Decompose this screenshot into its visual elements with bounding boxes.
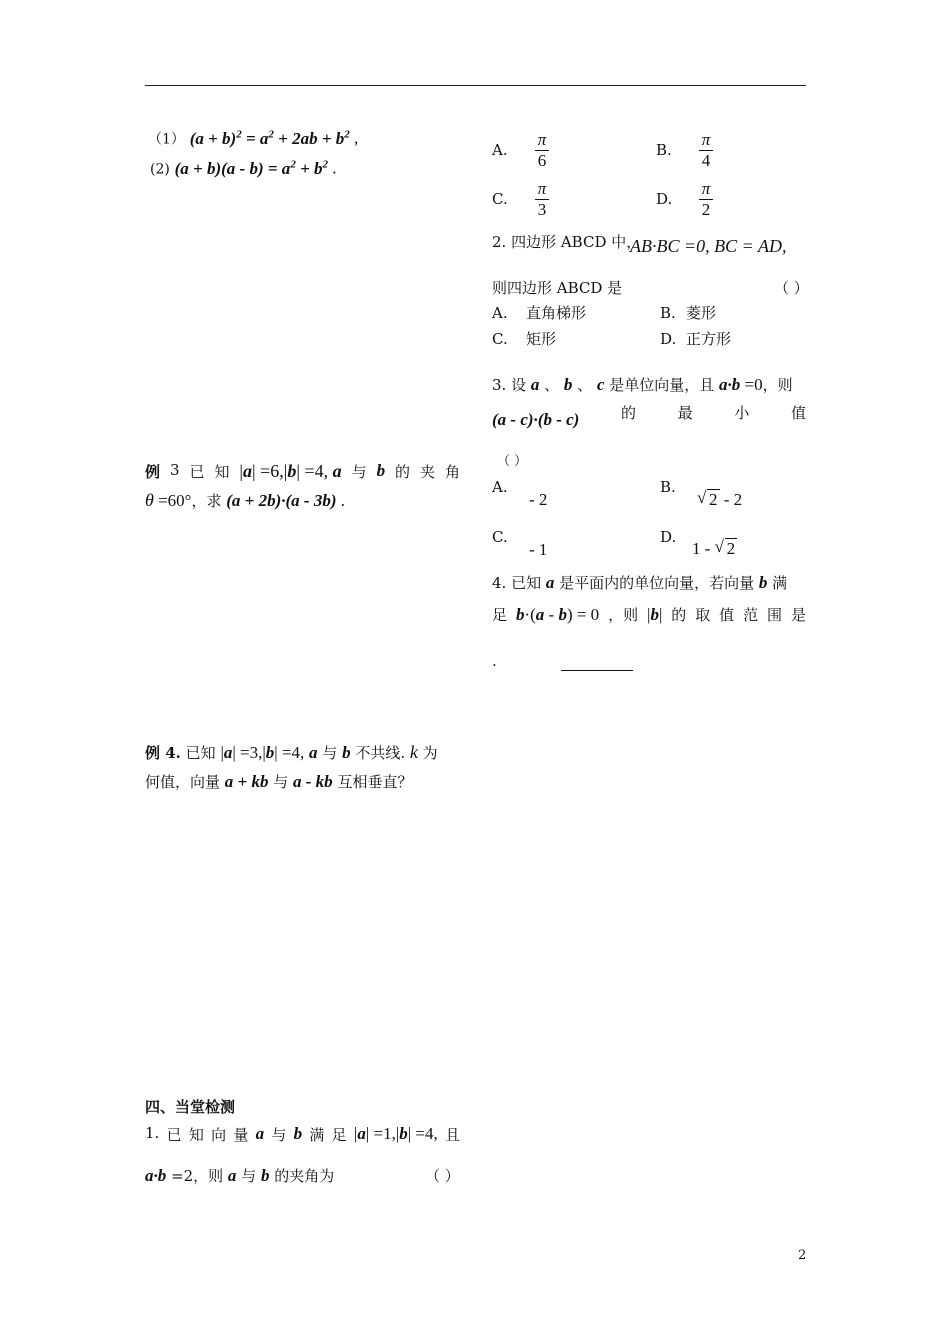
q3-option-b-label: B. <box>660 478 676 496</box>
q3-line-1: 3. 设 a 、 b 、 c 是单位向量，且 a·b =0，则 <box>492 375 793 394</box>
q3-option-c-value: - 1 <box>529 540 548 559</box>
example-4-line-2: 何值，向量 a + kb 与 a - kb 互相垂直？ <box>145 772 413 791</box>
q1-option-d: D. $\frac{\pi}{2}$ <box>656 179 713 220</box>
q3-option-a-value: - 2 <box>529 490 548 509</box>
q3-option-a-label: A. <box>492 478 508 496</box>
example-3-line-1: 例 3 已 知 |a| =6,|b| =4, a 与 b 的 夹 角 <box>145 461 460 481</box>
header-rule <box>145 85 806 86</box>
q2-option-a: A. 直角梯形 <box>492 304 587 322</box>
example-4-line-1: 例 4. 已知 |a| =3,|b| =4, a 与 b 不共线. k 为 <box>145 742 438 762</box>
q2-line-2: 则四边形 ABCD 是 <box>492 279 623 297</box>
q1-option-a: A. $\frac{\pi}{6}$ <box>492 130 549 171</box>
section-4-title: 四、当堂检测 <box>145 1098 236 1116</box>
q1-option-b: B. $\frac{\pi}{4}$ <box>656 130 713 171</box>
q2-line-1: 2. 四边形 ABCD 中， <box>492 233 642 251</box>
q3-option-c-label: C. <box>492 528 508 546</box>
equation-2: (2) $(a + b)(a - b) = a^2 + b^2$ . <box>150 158 337 178</box>
quiz-1-line-2: a·b =2，则 a 与 b 的夹角为 <box>145 1166 335 1185</box>
q2-option-b: B. 菱形 <box>660 304 717 322</box>
q3-option-b-value: √ 2 - 2 <box>697 490 742 510</box>
page-number: 2 <box>798 1248 807 1263</box>
q1-option-c: C. $\frac{\pi}{3}$ <box>492 179 549 220</box>
q3-option-d-value: 1 - √ 2 <box>692 539 737 559</box>
q2-paren: （ ） <box>774 279 809 297</box>
q3-line-2: (a - c)·(b - c) 的 最 小 值 <box>492 404 806 429</box>
q4-line-2: 足 b·(a - b) = 0 ，则 |b| 的 取 值 范 围 是 <box>492 605 806 624</box>
q2-option-c: C. 矩形 <box>492 330 557 348</box>
equation-1: （1） $(a + b)^2 = a^2 + 2ab + b^2$ , <box>148 128 359 148</box>
q4-line-1: 4. 已知 a 是平面内的单位向量，若向量 b 满 <box>492 573 788 592</box>
q2-condition: AB·BC =0, BC = AD, <box>630 236 787 256</box>
q3-paren: （ ） <box>497 454 528 469</box>
q2-option-d: D. 正方形 <box>660 330 732 348</box>
quiz-1-line-1: 1. 已 知 向 量 a 与 b 满 足 |a| =1,|b| =4, 且 <box>145 1124 460 1144</box>
quiz-1-paren: （ ） <box>425 1167 460 1185</box>
q4-dot: . <box>492 652 497 670</box>
q4-answer-blank[interactable] <box>561 656 633 675</box>
example-3-line-2: θ =60°，求 (a + 2b)·(a - 3b) . <box>145 490 346 510</box>
q3-option-d-label: D. <box>660 528 677 546</box>
